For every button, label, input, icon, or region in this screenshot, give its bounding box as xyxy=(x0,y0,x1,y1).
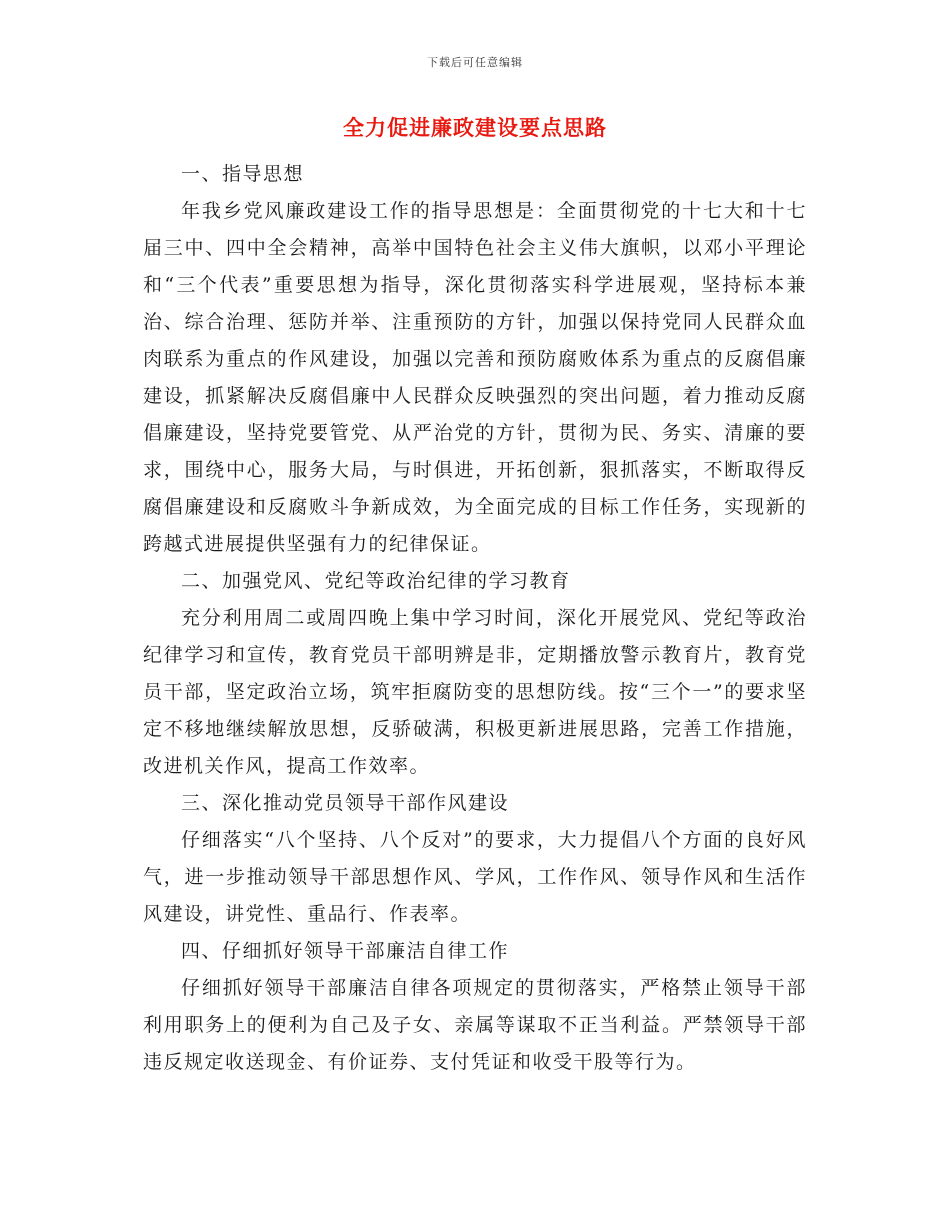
section-heading-3: 三、深化推动党员领导干部作风建设 xyxy=(181,792,510,814)
paragraph-3: 仔细落实“八个坚持、八个反对”的要求，大力提倡八个方面的良好风气，进一步推动领导干部思想作风、学风，工作作风、领导作风和生活作风建设，讲党性、重品行、作表率。 xyxy=(143,829,807,925)
section-heading-1: 一、指导思想 xyxy=(181,163,305,185)
page-header-note: 下载后可任意编辑 xyxy=(427,56,523,69)
document-body xyxy=(143,156,807,1081)
document-title: 全力促进廉政建设要点思路 xyxy=(343,116,607,140)
paragraph-4: 仔细抓好领导干部廉洁自律各项规定的贯彻落实，严格禁止领导干部利用职务上的便利为自己及子女、亲属等谋取不正当利益。严禁领导干部违反规定收送现金、有价证券、支付凭证和收受干股等行为。 xyxy=(143,977,807,1073)
paragraph-1: 年我乡党风廉政建设工作的指导思想是：全面贯彻党的十七大和十七届三中、四中全会精神，高举中国特色社会主义伟大旗帜，以邓小平理论和“三个代表”重要思想为指导，深化贯彻落实科学进展观，坚持标本兼治、综合治理、惩防并举、注重预防的方针，加强以保持党同人民群众血肉联系为重点的作风建设，加强以完善和预防腐败体系为重点的反腐倡廉建设，抓紧解决反腐倡廉中人民群众反映强烈的突出问题，着力推动反腐倡廉建设，坚持党要管党、从严治党的方针，贯彻为民、务实、清廉的要求，围绕中心，服务大局，与时俱进，开拓创新，狠抓落实，不断取得反腐倡廉建设和反腐败斗争新成效，为全面完成的目标工作任务，实现新的跨越式进展提供坚强有力的纪律保证。 xyxy=(143,200,807,555)
paragraph-2: 充分利用周二或周四晚上集中学习时间，深化开展党风、党纪等政治纪律学习和宣传，教育党员干部明辨是非，定期播放警示教育片，教育党员干部，坚定政治立场，筑牢拒腐防变的思想防线。按“三个一”的要求坚定不移地继续解放思想，反骄破满，积极更新进展思路，完善工作措施，改进机关作风，提高工作效率。 xyxy=(143,607,807,777)
section-heading-2: 二、加强党风、党纪等政治纪律的学习教育 xyxy=(181,570,571,592)
section-heading-4: 四、仔细抓好领导干部廉洁自律工作 xyxy=(181,940,510,962)
